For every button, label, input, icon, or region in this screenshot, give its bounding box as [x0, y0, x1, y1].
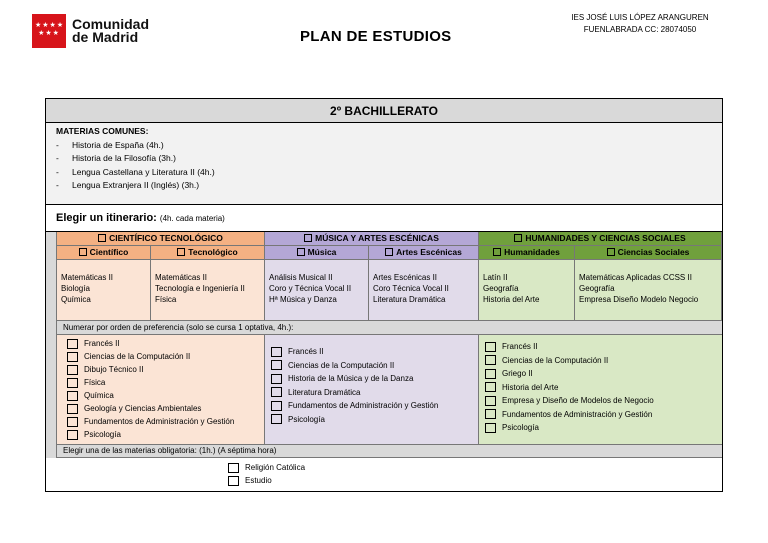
subjects-tecnologico [151, 260, 265, 321]
itinerary-humanidades-header[interactable]: HUMANIDADES Y CIENCIAS SOCIALES [479, 232, 722, 246]
optional-list-humanidades [479, 335, 722, 445]
rank-box[interactable] [67, 339, 78, 349]
optional-subject: Empresa y Diseño de Modelos de Negocio [502, 396, 654, 406]
rank-box[interactable] [67, 404, 78, 414]
subject: Geografía [483, 284, 519, 293]
rank-box[interactable] [485, 423, 496, 433]
subject: Coro y Técnica Vocal II [269, 284, 352, 293]
sub-musica[interactable]: Música [265, 246, 369, 260]
mandatory-checkbox[interactable] [228, 463, 239, 473]
mandatory-checkbox[interactable] [228, 476, 239, 486]
course-title: 2º BACHILLERATO [46, 99, 722, 123]
choose-itinerary-note: (4h. cada materia) [159, 214, 225, 223]
optional-subject: Fundamentos de Administración y Gestión [84, 417, 235, 426]
rank-box[interactable] [485, 355, 496, 365]
common-subject: - Historia de la Filosofía (3h.) [56, 152, 712, 166]
optional-subject: Fundamentos de Administración y Gestión [288, 401, 439, 411]
mandatory-options [46, 458, 722, 491]
rank-box[interactable] [485, 409, 496, 419]
mandatory-option: Estudio [245, 476, 272, 486]
rank-box[interactable] [271, 347, 282, 357]
left-margin-strip [46, 232, 57, 458]
subject: Matemáticas Aplicadas CCSS II [579, 273, 692, 282]
common-subject: - Historia de España (4h.) [56, 139, 712, 153]
optional-note: Numerar por orden de preferencia (solo se cursa 1 optativa, 4h.): [57, 321, 722, 335]
page-title: PLAN DE ESTUDIOS [300, 28, 452, 45]
itinerary-musica-header[interactable]: MÚSICA Y ARTES ESCÉNICAS [265, 232, 479, 246]
optional-subject: Psicología [502, 423, 539, 433]
sub-artes-escenicas[interactable]: Artes Escénicas [369, 246, 479, 260]
school-info [560, 12, 720, 36]
rank-box[interactable] [67, 352, 78, 362]
optional-subject: Fundamentos de Administración y Gestión [502, 409, 653, 419]
subject: Artes Escénicas II [373, 273, 438, 282]
subject: Química [61, 295, 91, 304]
subject: Hª Música y Danza [269, 295, 337, 304]
optional-subject: Historia del Arte [502, 382, 559, 392]
optional-subject: Literatura Dramática [288, 387, 361, 397]
optional-subject: Ciencias de la Computación II [502, 355, 609, 365]
subject: Literatura Dramática [373, 295, 446, 304]
rank-box[interactable] [271, 374, 282, 384]
rank-box[interactable] [67, 417, 78, 427]
rank-box[interactable] [271, 414, 282, 424]
subject: Coro Técnica Vocal II [373, 284, 449, 293]
rank-box[interactable] [67, 365, 78, 375]
optional-subject: Ciencias de la Computación II [84, 352, 191, 361]
logo-line-2: de Madrid [72, 29, 139, 45]
subject: Latín II [483, 273, 508, 282]
common-subject: - Lengua Castellana y Literatura II (4h.) [56, 166, 712, 180]
school-code: FUENLABRADA CC: 28074050 [583, 25, 697, 34]
rank-box[interactable] [485, 382, 496, 392]
optional-subject: Francés II [288, 347, 324, 357]
madrid-flag-icon: ★★★★ ★★★ [32, 14, 66, 48]
choose-itinerary [46, 205, 722, 232]
subject: Matemáticas II [61, 273, 114, 282]
common-subjects-label: MATERIAS COMUNES: [56, 126, 149, 136]
choose-itinerary-label: Elegir un itinerario: [56, 212, 157, 224]
school-name: IES JOSÉ LUIS LÓPEZ ARANGUREN [571, 13, 709, 22]
optional-subject: Geología y Ciencias Ambientales [84, 404, 202, 413]
optional-subject: Física [84, 378, 106, 387]
subjects-cientifico [57, 260, 151, 321]
rank-box[interactable] [271, 387, 282, 397]
common-subject: - Lengua Extranjera II (Inglés) (3h.) [56, 179, 712, 193]
sub-tecnologico[interactable]: Tecnológico [151, 246, 265, 260]
subjects-humanidades [479, 260, 575, 321]
comunidad-madrid-logo [32, 14, 149, 48]
mandatory-note: Elegir una de las materias obligatoria: (1h.) (A séptima hora) [57, 445, 722, 458]
logo-line-1: Comunidad [72, 16, 149, 32]
sub-humanidades[interactable]: Humanidades [479, 246, 575, 260]
optional-subject: Historia de la Música y de la Danza [288, 374, 414, 384]
rank-box[interactable] [485, 369, 496, 379]
optional-subject: Griego II [502, 369, 533, 379]
subjects-ciencias-sociales [575, 260, 722, 321]
optional-subject: Química [84, 391, 114, 400]
optional-list-cientifico [57, 335, 265, 445]
itinerary-cientifico-header[interactable]: CIENTÍFICO TECNOLÓGICO [57, 232, 265, 246]
subjects-musica [265, 260, 369, 321]
subject: Análisis Musical II [269, 273, 333, 282]
subjects-artes-escenicas [369, 260, 479, 321]
rank-box[interactable] [485, 396, 496, 406]
common-subjects [46, 123, 722, 205]
sub-cientifico[interactable]: Científico [57, 246, 151, 260]
rank-box[interactable] [67, 391, 78, 401]
subject: Matemáticas II [155, 273, 208, 282]
subject: Biología [61, 284, 90, 293]
rank-box[interactable] [485, 342, 496, 352]
optional-subject: Francés II [502, 342, 538, 352]
subject: Geografía [579, 284, 615, 293]
rank-box[interactable] [271, 360, 282, 370]
optional-subject: Francés II [84, 339, 120, 348]
optional-subject: Ciencias de la Computación II [288, 360, 395, 370]
mandatory-option: Religión Católica [245, 463, 306, 473]
subject: Física [155, 295, 177, 304]
rank-box[interactable] [67, 378, 78, 388]
study-plan-form [45, 98, 723, 492]
optional-subject: Psicología [84, 430, 121, 439]
optional-subject: Psicología [288, 414, 325, 424]
optional-list-musica [265, 335, 479, 445]
subject: Historia del Arte [483, 295, 540, 304]
subject: Tecnología e Ingeniería II [155, 284, 245, 293]
rank-box[interactable] [67, 430, 78, 440]
rank-box[interactable] [271, 401, 282, 411]
sub-ciencias-sociales[interactable]: Ciencias Sociales [575, 246, 722, 260]
optional-subject: Dibujo Técnico II [84, 365, 144, 374]
subject: Empresa Diseño Modelo Negocio [579, 295, 699, 304]
